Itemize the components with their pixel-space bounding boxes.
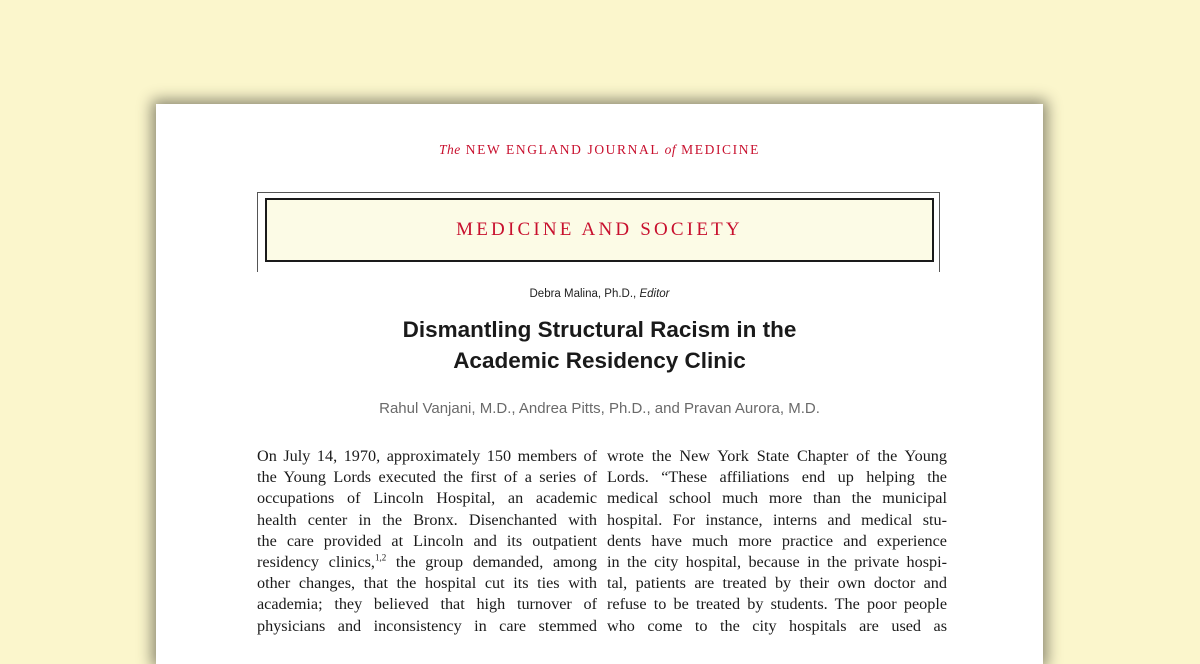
journal-title-name-2: MEDICINE [681, 142, 760, 157]
article-title-line-2: Academic Residency Clinic [453, 348, 746, 373]
body-line: hospital. For instance, interns and medical stu- [607, 510, 947, 529]
journal-title-of: of [664, 142, 677, 157]
body-line: in the city hospital, because in the private hospi- [607, 552, 947, 571]
body-line: medical school much more than the municipal [607, 489, 947, 508]
section-banner [257, 192, 940, 272]
journal-title-name-1: NEW ENGLAND JOURNAL [465, 142, 660, 157]
journal-title-the: The [439, 142, 461, 157]
article-authors: Rahul Vanjani, M.D., Andrea Pitts, Ph.D., and Pravan Aurora, M.D. [379, 400, 820, 417]
reference-superscript: 1,2 [374, 552, 387, 563]
body-line: the care provided at Lincoln and its outpatient [257, 531, 597, 550]
article-title-line-1: Dismantling Structural Racism in the [402, 317, 797, 342]
body-line: Lords. “These affiliations end up helping the [607, 468, 947, 487]
body-line: tal, patients are treated by their own doctor and [607, 574, 947, 593]
body-line-text: the group demanded, among [386, 552, 598, 571]
journal-title [156, 142, 1043, 158]
body-column-left [257, 446, 597, 637]
section-banner-inner [265, 198, 934, 262]
section-label: MEDICINE AND SOCIETY [456, 219, 743, 240]
body-line: academia; they believed that high turnover of [257, 595, 597, 614]
body-line: other changes, that the hospital cut its ties with [257, 574, 597, 593]
body-line: wrote the New York State Chapter of the Young [607, 447, 947, 465]
body-line: the Young Lords executed the first of a series of [257, 468, 597, 487]
body-line: physicians and inconsistency in care stemmed [257, 616, 597, 635]
body-line: refuse to be treated by students. The poor people [607, 595, 947, 614]
body-column-right [607, 446, 947, 637]
article-page [156, 104, 1043, 664]
body-line: occupations of Lincoln Hospital, an academic [257, 489, 597, 508]
article-title [156, 314, 1043, 376]
editor-name: Debra Malina, Ph.D., [529, 288, 637, 300]
editor-credit [156, 288, 1043, 300]
body-line [257, 552, 597, 573]
body-line-text: residency clinics, [257, 552, 375, 571]
editor-role: Editor [639, 288, 670, 300]
body-line: who come to the city hospitals are used as [607, 616, 947, 635]
body-line: health center in the Bronx. Disenchanted with [257, 510, 597, 529]
body-line: On July 14, 1970, approximately 150 members of [257, 447, 597, 465]
body-line: dents have much more practice and experience [607, 531, 947, 550]
